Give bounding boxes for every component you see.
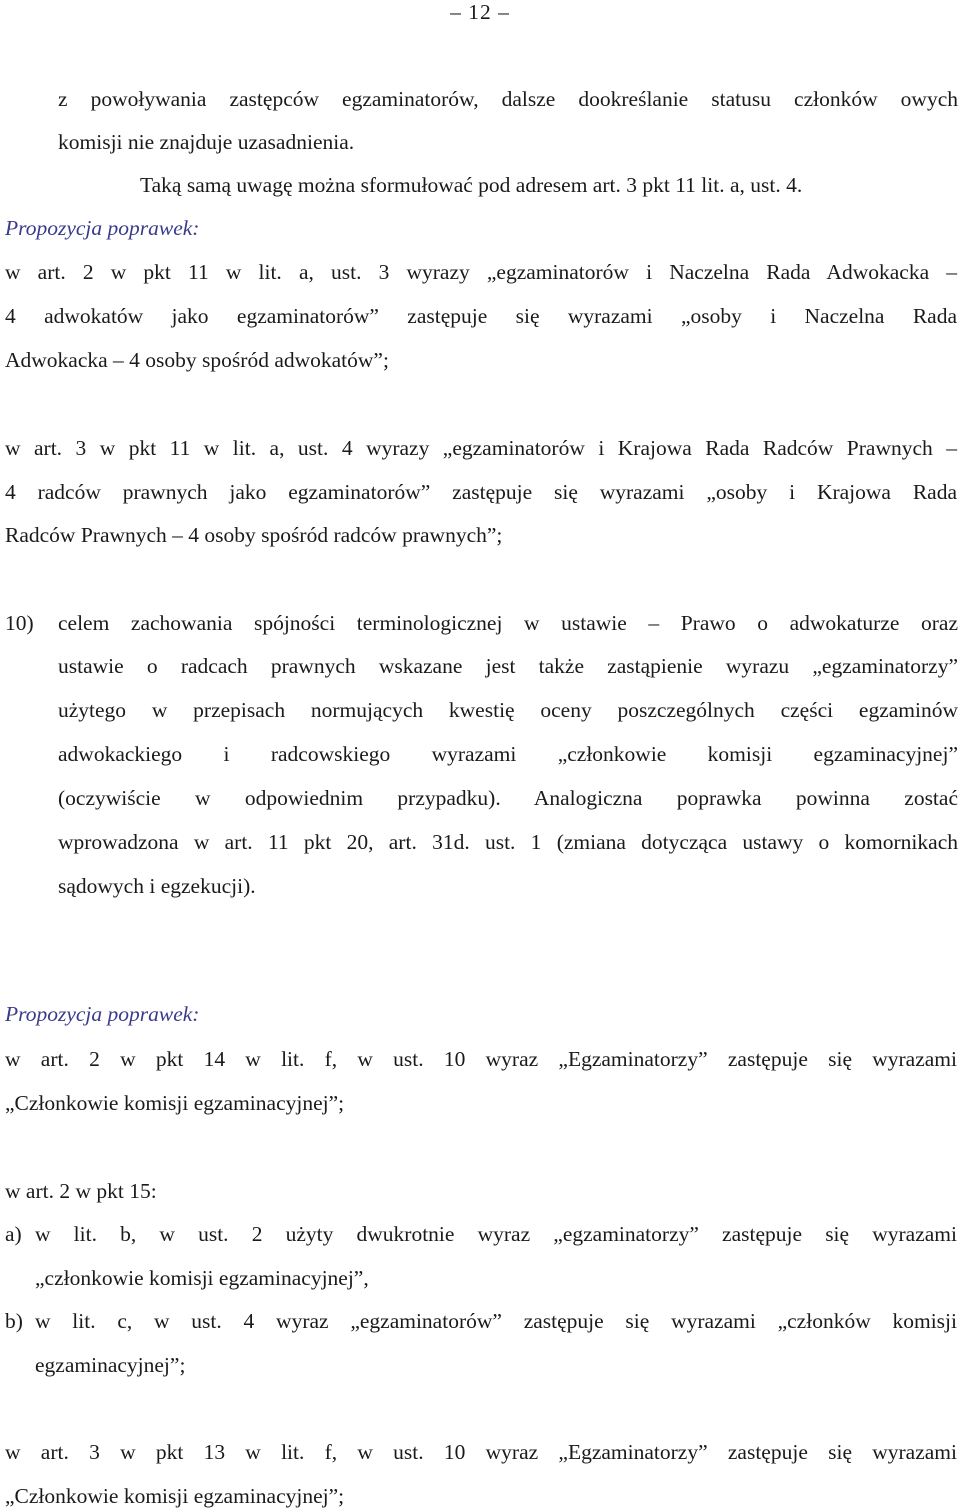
- text-line: użytego w przepisach normujących kwestię oceny poszczególnych części egzaminów: [58, 698, 958, 722]
- text-line: sądowych i egzekucji).: [58, 874, 256, 898]
- text-line: w art. 2 w pkt 14 w lit. f, w ust. 10 wyraz „Egzaminatorzy” zastępuje się wyrazami: [5, 1047, 957, 1071]
- list-number: 10): [5, 611, 34, 635]
- text-line: adwokackiego i radcowskiego wyrazami „członkowie komisji egzaminacyjnej”: [58, 742, 958, 766]
- text-line: 4 adwokatów jako egzaminatorów” zastępuje się wyrazami „osoby i Naczelna Rada: [5, 304, 957, 328]
- text-line: z powoływania zastępców egzaminatorów, dalsze dookreślanie statusu członków owych: [58, 87, 958, 111]
- text-line: „członkowie komisji egzaminacyjnej”,: [35, 1266, 369, 1290]
- text-line: ustawie o radcach prawnych wskazane jest także zastąpienie wyrazu „egzaminatorzy”: [58, 654, 958, 678]
- text-line: „Członkowie komisji egzaminacyjnej”;: [5, 1091, 345, 1115]
- text-line: (oczywiście w odpowiednim przypadku). Analogiczna poprawka powinna zostać: [58, 786, 958, 810]
- text-line: Taką samą uwagę można sformułować pod adresem art. 3 pkt 11 lit. a, ust. 4.: [140, 173, 803, 197]
- list-label: a): [5, 1222, 22, 1246]
- text-line: wprowadzona w art. 11 pkt 20, art. 31d. ust. 1 (zmiana dotycząca ustawy o komornikach: [58, 830, 958, 854]
- text-line: Radców Prawnych – 4 osoby spośród radców prawnych”;: [5, 523, 503, 547]
- page-number: – 12 –: [450, 0, 510, 24]
- text-line: w lit. b, w ust. 2 użyty dwukrotnie wyraz „egzaminatorzy” zastępuje się wyrazami: [35, 1222, 957, 1246]
- text-line: w art. 2 w pkt 15:: [5, 1179, 157, 1203]
- text-line: komisji nie znajduje uzasadnienia.: [58, 130, 355, 154]
- section-heading: Propozycja poprawek:: [5, 1002, 200, 1026]
- text-line: egzaminacyjnej”;: [35, 1353, 186, 1377]
- text-line: w art. 2 w pkt 11 w lit. a, ust. 3 wyrazy „egzaminatorów i Naczelna Rada Adwokacka –: [5, 260, 957, 284]
- text-line: celem zachowania spójności terminologicznej w ustawie – Prawo o adwokaturze oraz: [58, 611, 958, 635]
- text-line: w art. 3 w pkt 11 w lit. a, ust. 4 wyrazy „egzaminatorów i Krajowa Rada Radców Prawnych –: [5, 436, 957, 460]
- section-heading: Propozycja poprawek:: [5, 216, 200, 240]
- text-line: w art. 3 w pkt 13 w lit. f, w ust. 10 wyraz „Egzaminatorzy” zastępuje się wyrazami: [5, 1440, 957, 1464]
- text-line: Adwokacka – 4 osoby spośród adwokatów”;: [5, 348, 389, 372]
- text-line: „Członkowie komisji egzaminacyjnej”;: [5, 1484, 345, 1508]
- list-label: b): [5, 1309, 23, 1333]
- text-line: w lit. c, w ust. 4 wyraz „egzaminatorów” zastępuje się wyrazami „członków komisji: [35, 1309, 957, 1333]
- text-line: 4 radców prawnych jako egzaminatorów” zastępuje się wyrazami „osoby i Krajowa Rada: [5, 480, 957, 504]
